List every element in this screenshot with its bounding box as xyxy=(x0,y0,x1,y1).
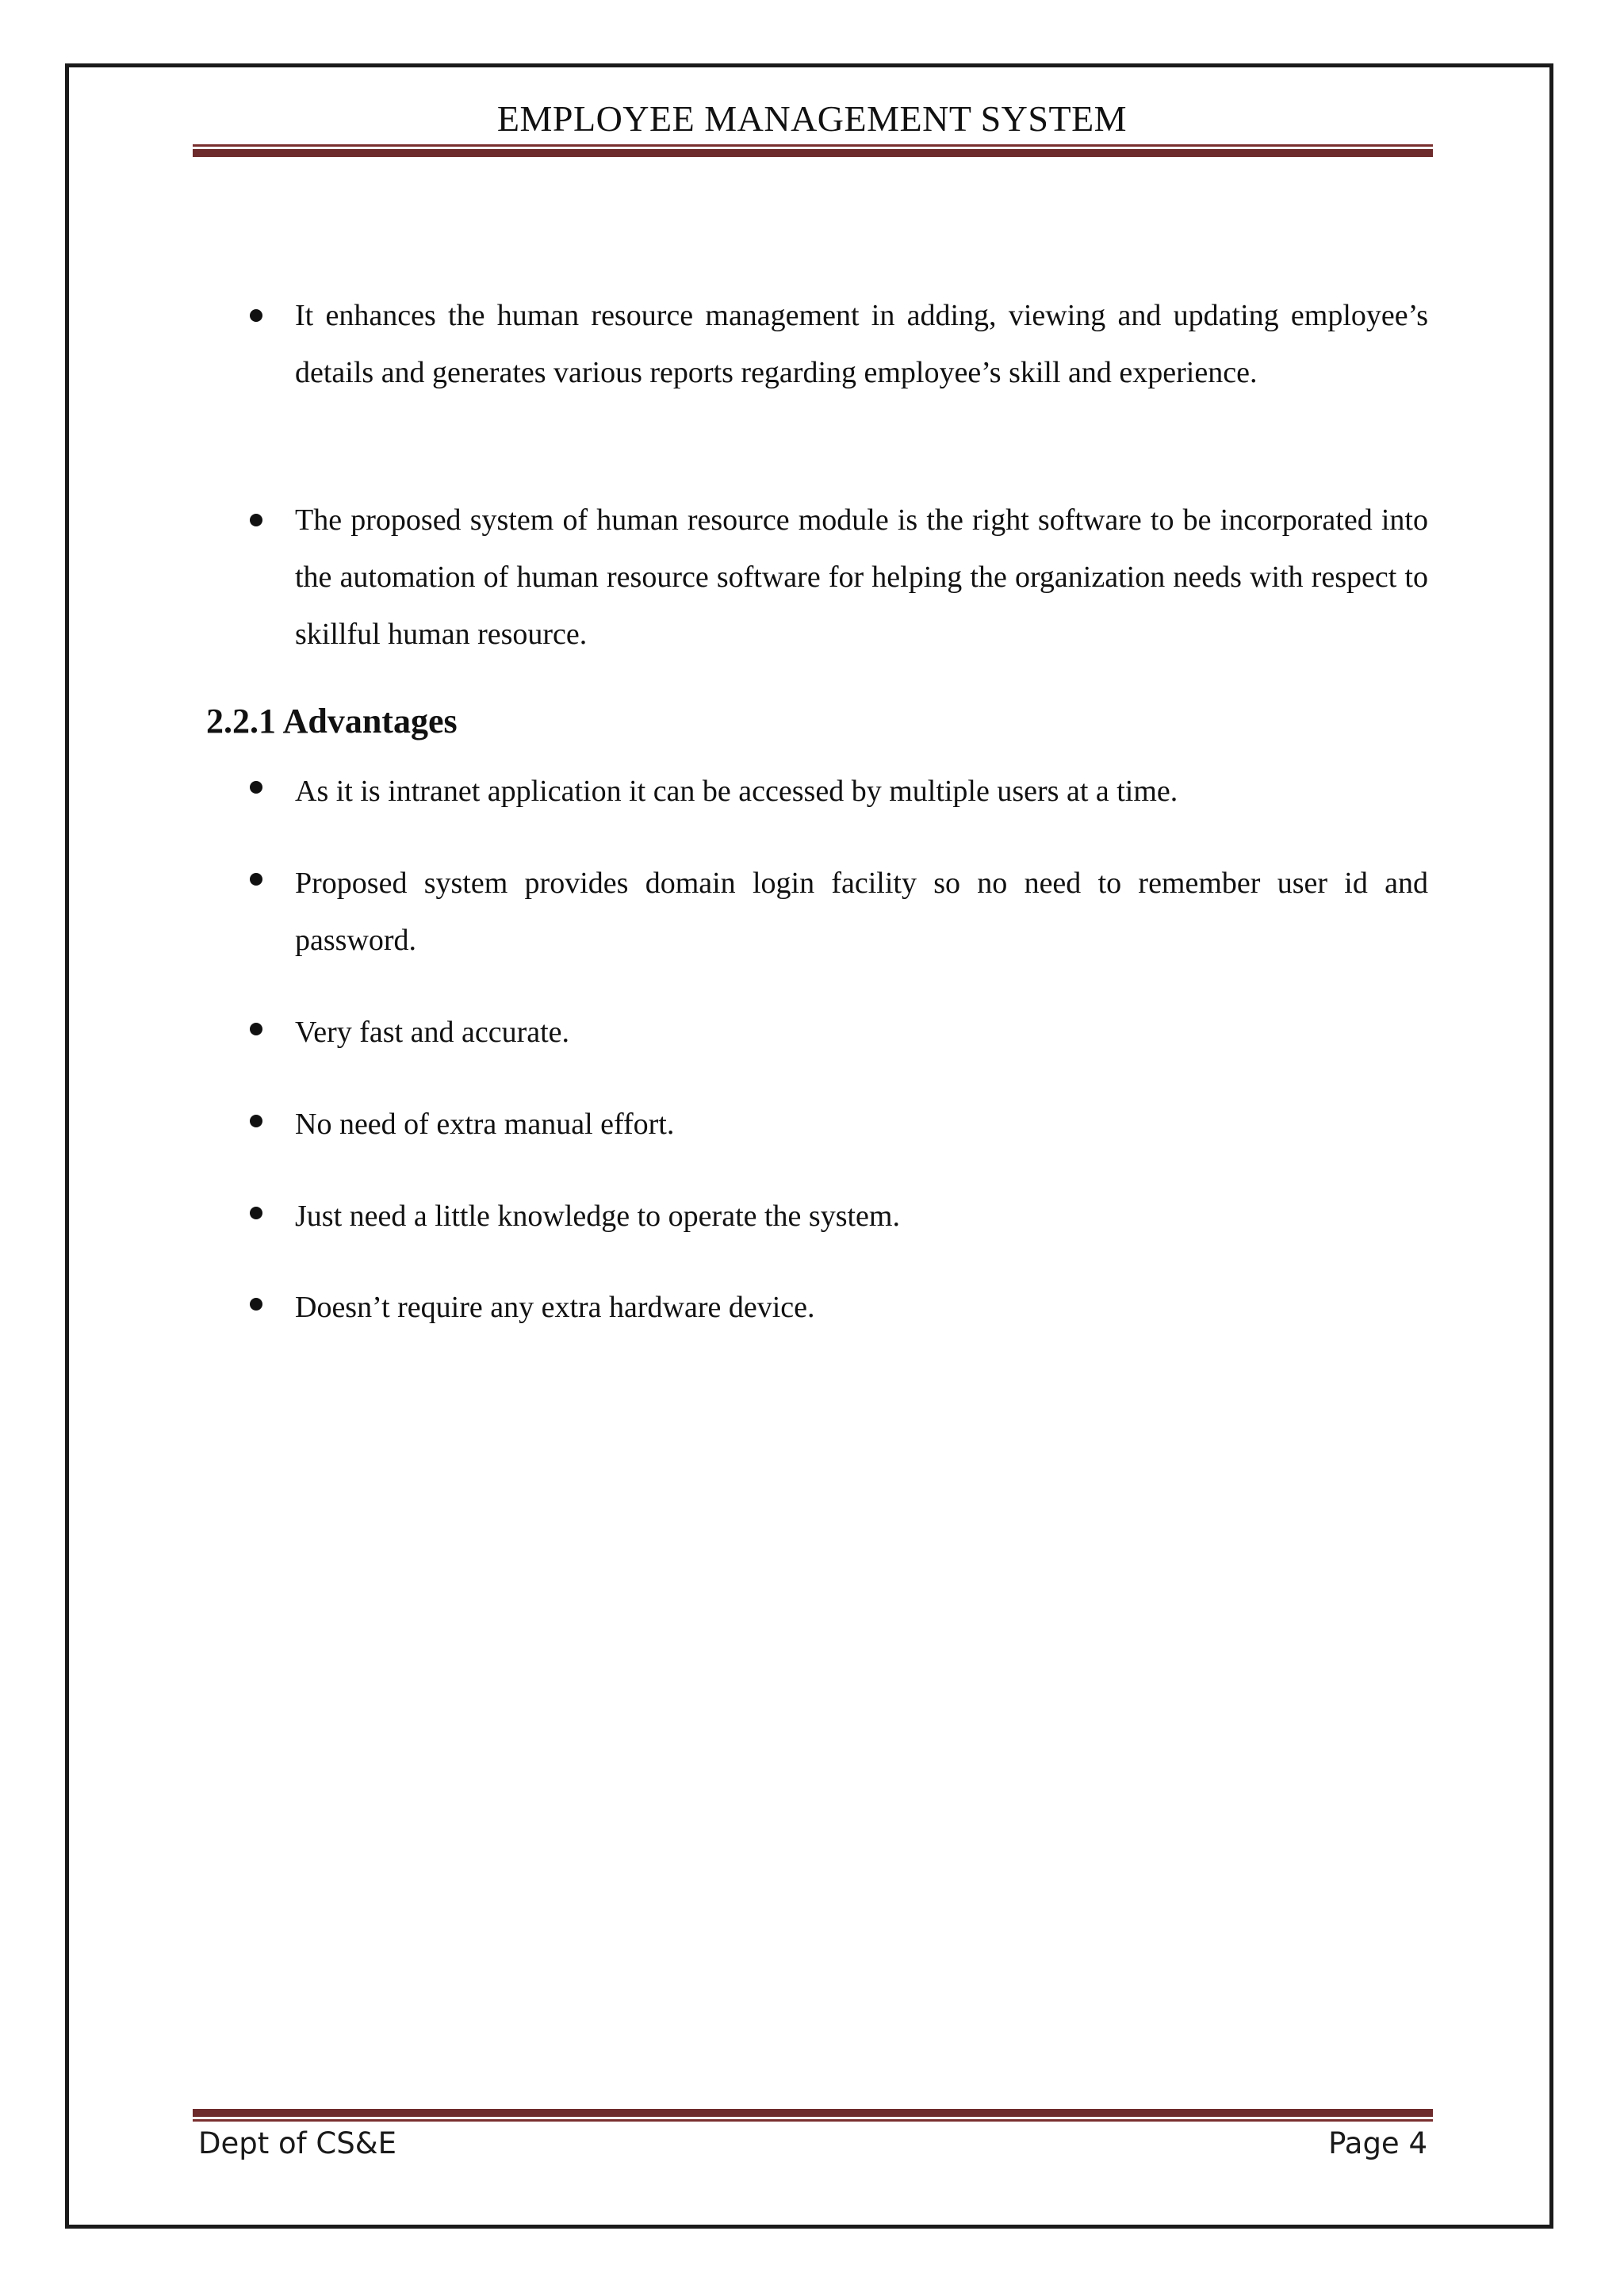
list-item: It enhances the human resource management in adding, viewing and updating employee’s details and generates various reports regarding employee’s skill and experience. xyxy=(295,299,1428,389)
list-item: The proposed system of human resource module is the right software to be incorporated into the automation of human resource software for helping the organization needs with respect to skillful human resource. xyxy=(295,503,1428,651)
list-item: Just need a little knowledge to operate the system. xyxy=(295,1200,900,1233)
list-item: Very fast and accurate. xyxy=(295,1016,570,1049)
list-item: As it is intranet application it can be accessed by multiple users at a time. xyxy=(295,775,1178,808)
list-item: No need of extra manual effort. xyxy=(295,1108,675,1141)
bullet-icon xyxy=(250,873,262,886)
list-item: Doesn’t require any extra hardware device. xyxy=(295,1291,815,1324)
footer-rule-thick xyxy=(193,2109,1433,2117)
bullet-icon xyxy=(250,1115,262,1127)
footer-rule-thin xyxy=(193,2119,1433,2122)
footer-page-number: Page 4 xyxy=(1328,2126,1427,2160)
bullet-icon xyxy=(250,781,262,794)
list-item: Proposed system provides domain login facility so no need to remember user id and password. xyxy=(295,867,1428,957)
bullet-icon xyxy=(250,1207,262,1219)
footer-department: Dept of CS&E xyxy=(198,2126,396,2160)
header-title: EMPLOYEE MANAGEMENT SYSTEM xyxy=(496,98,1128,139)
bullet-icon xyxy=(250,514,262,526)
bullet-icon xyxy=(250,1298,262,1311)
bullet-icon xyxy=(250,1023,262,1035)
bullet-icon xyxy=(250,309,262,322)
section-heading: 2.2.1 Advantages xyxy=(206,702,458,740)
